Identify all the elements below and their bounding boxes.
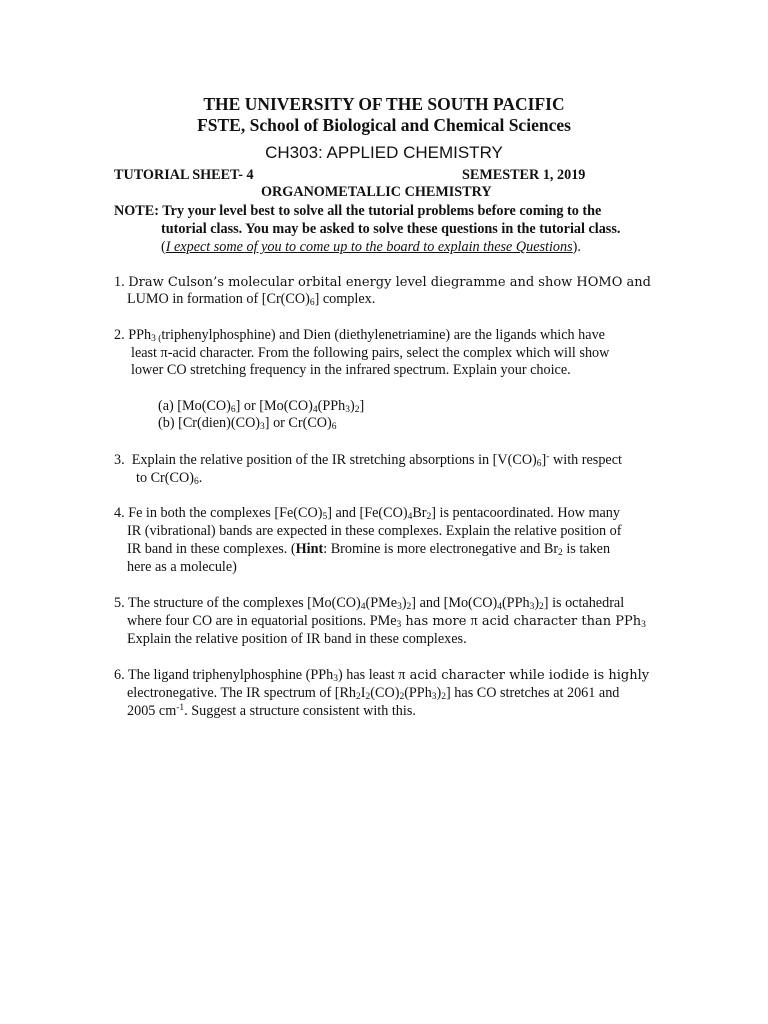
topic-title: ORGANOMETALLIC CHEMISTRY [261, 184, 492, 200]
question-3-line-1: 3. Explain the relative position of the IR stretching absorptions in $[V(CO)_6]^-$ with respect [114, 452, 622, 469]
question-3-line-2: to $Cr(CO)_6$. [136, 470, 203, 487]
question-2-option-b: (b) $[Cr(dien)(CO)_3]$ or $Cr(CO)_6$ [158, 415, 337, 432]
note-line-1: NOTE: Try your level best to solve all the tutorial problems before coming to the [114, 203, 602, 219]
question-2-option-a: (a) $[Mo(CO)_6]$ or $[Mo(CO)_4(PPh_3)_2]$ [158, 398, 365, 415]
question-1-line-1: 1. Draw Culson’s molecular orbital energy level diegramme and show HOMO and [114, 274, 651, 290]
question-2-line-3: lower CO stretching frequency in the infrared spectrum. Explain your choice. [131, 362, 571, 378]
question-6-line-2: electronegative. The IR spectrum of $[Rh_2I_2(CO)_2(PPh_3)_2]$ has CO stretches at 2061 and [127, 685, 620, 702]
tutorial-sheet-label: TUTORIAL SHEET- 4 [114, 167, 254, 183]
question-5-line-1: 5. The structure of the complexes $[Mo(CO)_4(PMe_3)_2]$ and $[Mo(CO)_4(PPh_3)_2]$ is octahedral [114, 595, 625, 612]
note-line-2: tutorial class. You may be asked to solve these questions in the tutorial class. [161, 221, 621, 237]
question-6-line-3: 2005 $cm^{-1}$. Suggest a structure consistent with this. [127, 703, 416, 719]
course-title: CH303: APPLIED CHEMISTRY [265, 143, 503, 162]
question-5-line-3: Explain the relative position of IR band in these complexes. [127, 631, 467, 647]
note-label: NOTE: [114, 203, 159, 219]
question-5-line-2: where four CO are in equatorial positions. PMe$_3$ has more π acid character than PPh$_3$ [127, 613, 646, 630]
university-title: THE UNIVERSITY OF THE SOUTH PACIFIC [203, 94, 565, 114]
question-4-line-4: here as a molecule) [127, 559, 237, 575]
question-1-line-2: LUMO in formation of $[Cr(CO)_6]$ complex. [127, 291, 376, 308]
school-title: FSTE, School of Biological and Chemical Sciences [197, 115, 571, 135]
question-2-line-1: 2. PPh$_{3 (}$triphenylphosphine) and Dien (diethylenetriamine) are the ligands which have [114, 327, 605, 344]
question-4-line-1: 4. Fe in both the complexes $[Fe(CO)_5]$ and $[Fe(CO)_4Br_2]$ is pentacoordinated. How many [114, 505, 620, 522]
question-6-line-1: 6. The ligand triphenylphosphine (PPh$_3$) has least π acid character while iodide is highly [114, 667, 650, 684]
hint-label: Hint [295, 541, 324, 557]
question-2-line-2: least π-acid character. From the following pairs, select the complex which will show [131, 345, 610, 361]
note-line-3: (I expect some of you to come up to the board to explain these Questions). [161, 239, 581, 255]
question-4-line-3: IR band in these complexes. (Hint: Bromine is more electronegative and $Br_2$ is taken [127, 541, 611, 558]
question-4-line-2: IR (vibrational) bands are expected in these complexes. Explain the relative position of [127, 523, 622, 539]
semester-label: SEMESTER 1, 2019 [462, 167, 586, 183]
